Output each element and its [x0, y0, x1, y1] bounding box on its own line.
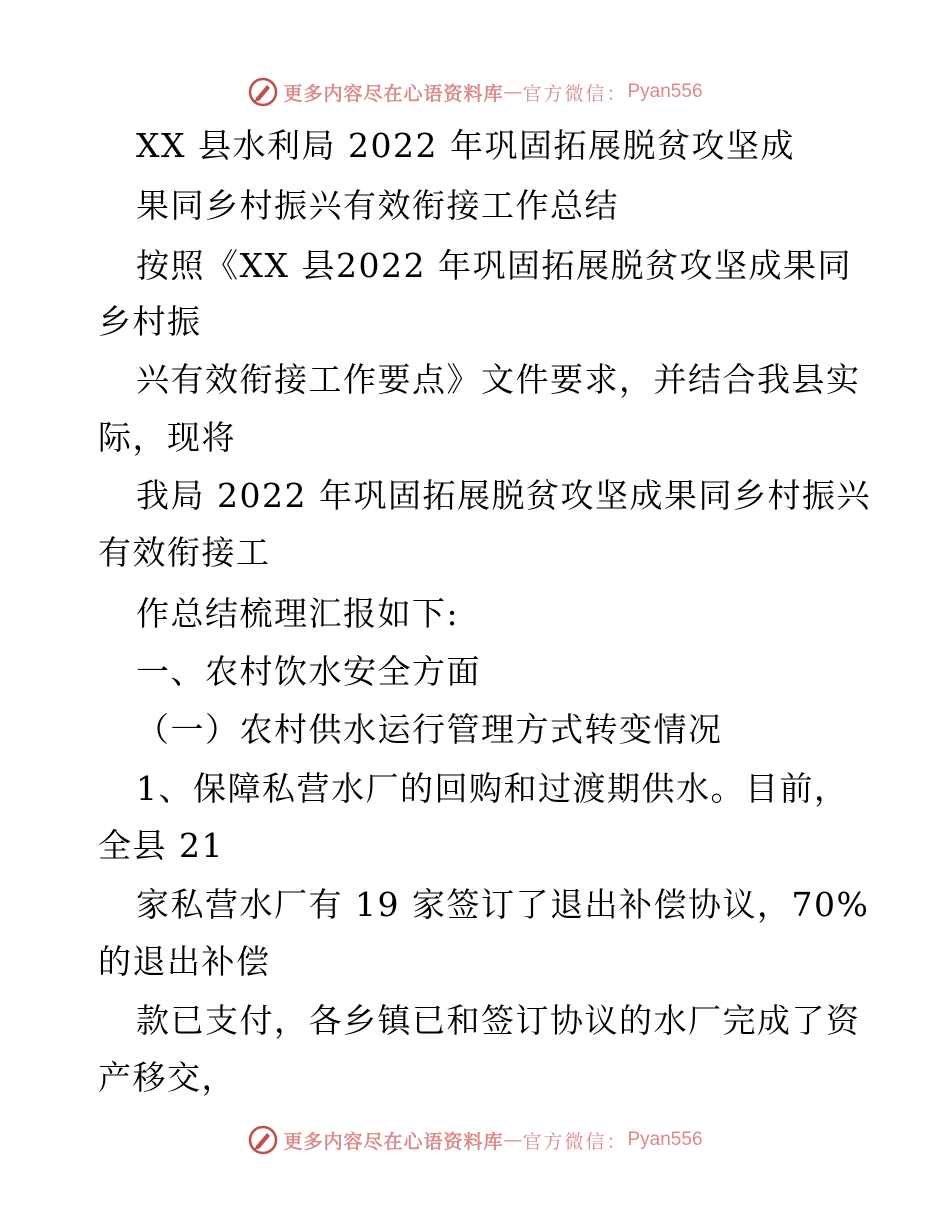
paragraph-line: 我局 2022 年巩固拓展脱贫攻坚成果同乡村振兴: [136, 476, 871, 515]
watermark-dash: —: [503, 81, 523, 103]
logo-icon: [247, 1124, 279, 1156]
paragraph-line: 的退出补偿: [98, 942, 271, 981]
watermark-site-text: 更多内容尽在心语资料库: [283, 82, 504, 105]
watermark-wechat-id: Pyan556: [627, 81, 703, 102]
watermark-wechat-id: Pyan556: [627, 1129, 703, 1150]
title-line-2: 果同乡村振兴有效衔接工作总结: [136, 186, 619, 225]
title-line-1: XX 县水利局 2022 年巩固拓展脱贫攻坚成: [136, 126, 795, 165]
paragraph-line: 1、保障私营水厂的回购和过渡期供水。目前，: [136, 769, 849, 808]
paragraph-line: 作总结梳理汇报如下:: [136, 594, 460, 633]
paragraph-line: 家私营水厂有 19 家签订了退出补偿协议，70%: [136, 885, 870, 924]
paragraph-line: 按照《XX 县2022 年巩固拓展脱贫攻坚成果同: [136, 246, 852, 285]
watermark-dash: —: [503, 1129, 523, 1151]
paragraph-line: 兴有效衔接工作要点》文件要求，并结合我县实: [136, 360, 861, 399]
paragraph-line: 款已支付，各乡镇已和签订协议的水厂完成了资: [136, 1001, 861, 1040]
watermark-site-text: 更多内容尽在心语资料库: [283, 1130, 504, 1153]
paragraph-line: 全县 21: [98, 826, 224, 865]
paragraph-line: 乡村振: [98, 302, 202, 341]
watermark-official-label: 官方微信：: [522, 82, 628, 105]
logo-icon: [247, 76, 279, 108]
subsection-heading: （一）农村供水运行管理方式转变情况: [136, 710, 723, 749]
paragraph-line: 有效衔接工: [98, 533, 271, 572]
footer-watermark: [0, 1120, 950, 1160]
section-heading: 一、农村饮水安全方面: [136, 652, 481, 691]
watermark-official-label: 官方微信：: [522, 1130, 628, 1153]
paragraph-line: 际，现将: [98, 418, 236, 457]
paragraph-line: 产移交，: [98, 1058, 236, 1097]
header-watermark: [0, 72, 950, 112]
